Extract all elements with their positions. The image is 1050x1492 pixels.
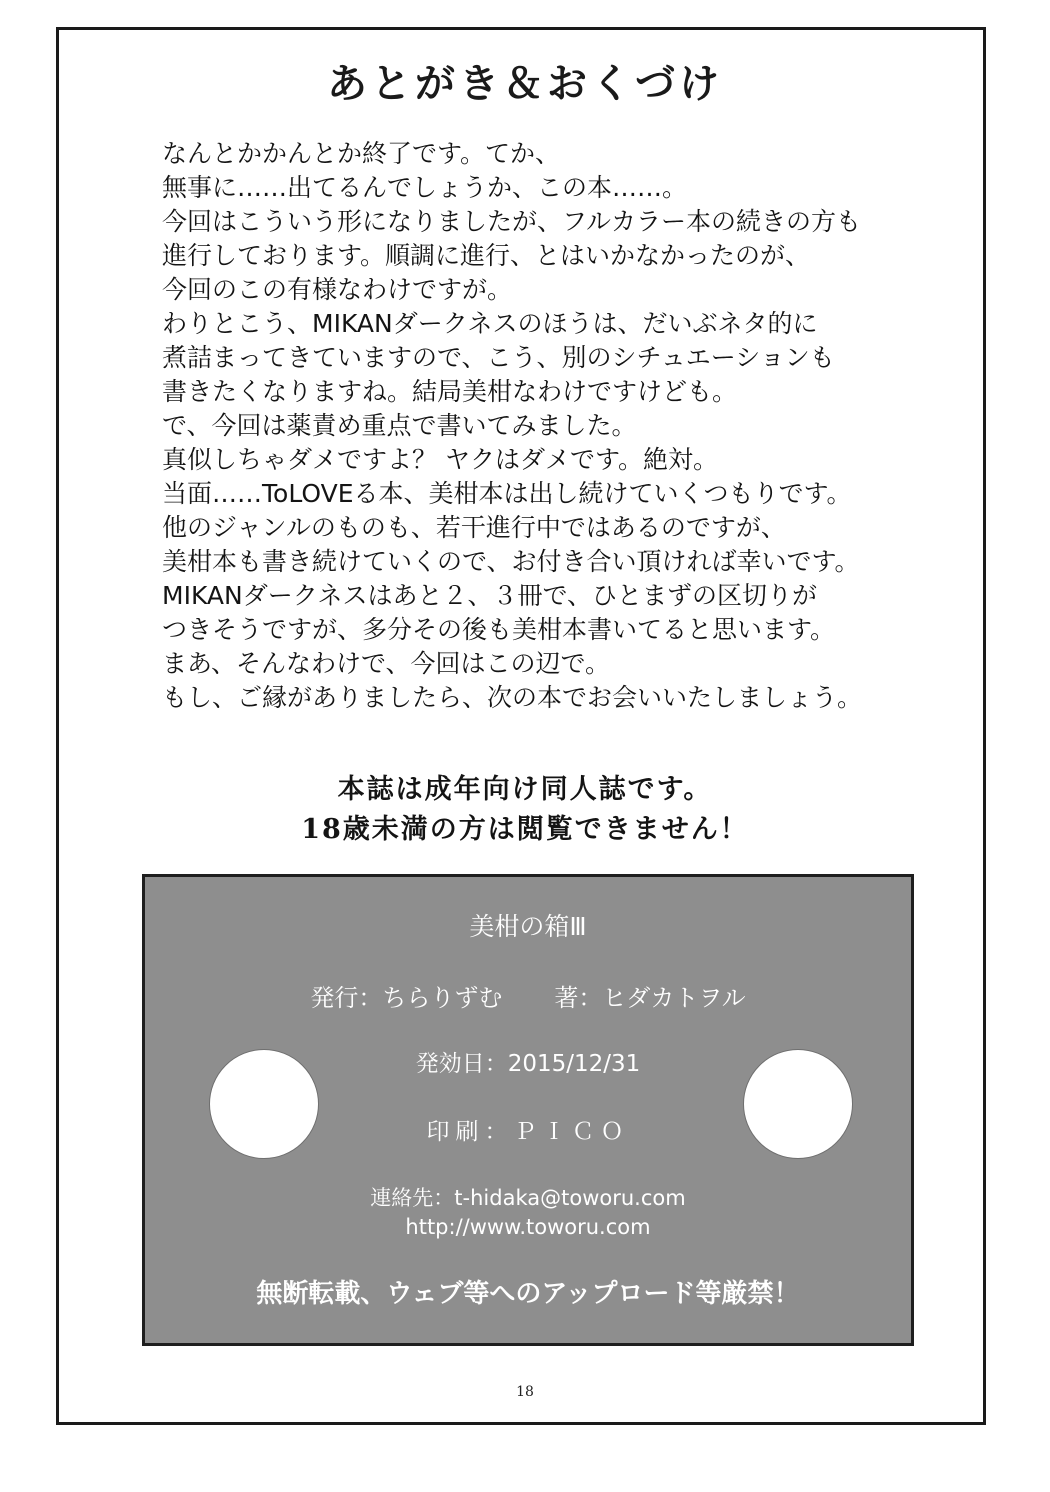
afterword-line: 美柑本も書き続けていくので、お付き合い頂ければ幸いです。 [162,547,860,576]
afterword-line: 当面……ToLOVEる本、美柑本は出し続けていくつもりです。 [162,479,852,508]
afterword-line: 今回はこういう形になりましたが、フルカラー本の続きの方も [162,207,862,236]
afterword-line: もし、ご縁がありましたら、次の本でお会いいたしましょう。 [162,683,863,712]
afterword-line: 今回のこの有様なわけですが。 [162,275,513,304]
afterword-text [162,137,922,715]
afterword-line: で、今回は薬責め重点で書いてみました。 [162,411,637,440]
afterword-line: 真似しちゃダメですよ？ ヤクはダメです。絶対。 [162,445,718,474]
afterword-line: つきそうですが、多分その後も美柑本書いてると思います。 [162,615,836,644]
credits-line [145,978,911,1013]
afterword-line: 煮詰まってきていますので、こう、別のシチュエーションも [162,343,835,372]
publisher: 発行：ちらりずむ [310,984,503,1012]
website-url: http://www.toworu.com [405,1215,651,1239]
colophon-box [142,874,914,1346]
printer: 印刷：ＰＩＣＯ [426,1119,630,1145]
reproduction-warning: 無断転載、ウェブ等へのアップロード等厳禁！ [256,1279,800,1309]
book-title: 美柑の箱Ⅲ [469,912,587,941]
page-title: あとがき＆おくづけ [327,61,723,107]
notice-line-adult: 本誌は成年向け同人誌です。 [337,774,713,805]
notice-line-age-restriction: 18歳未満の方は閲覧できません！ [301,814,749,845]
issue-date: 発効日：2015/12/31 [415,1051,641,1077]
afterword-line: 他のジャンルのものも、若干進行中ではあるのですが、 [162,513,786,542]
contact-email: 連絡先：t-hidaka@toworu.com [370,1186,686,1210]
afterword-line: まあ、そんなわけで、今回はこの辺で。 [162,649,611,678]
afterword-line: わりとこう、MIKANダークネスのほうは、だいぶネタ的に [162,309,818,338]
author: 著：ヒダカトヲル [554,984,746,1012]
afterword-line: MIKANダークネスはあと２、３冊で、ひとまずの区切りが [162,581,817,610]
afterword-line: 書きたくなりますね。結局美柑なわけですけども。 [162,377,738,406]
adult-content-notice [0,770,1050,850]
afterword-line: 進行しております。順調に進行、とはいかなかったのが、 [162,241,811,270]
afterword-line: なんとかかんとか終了です。てか、 [162,139,561,168]
page-number: 18 [516,1384,534,1400]
afterword-line: 無事に……出てるんでしょうか、この本……。 [162,173,688,202]
